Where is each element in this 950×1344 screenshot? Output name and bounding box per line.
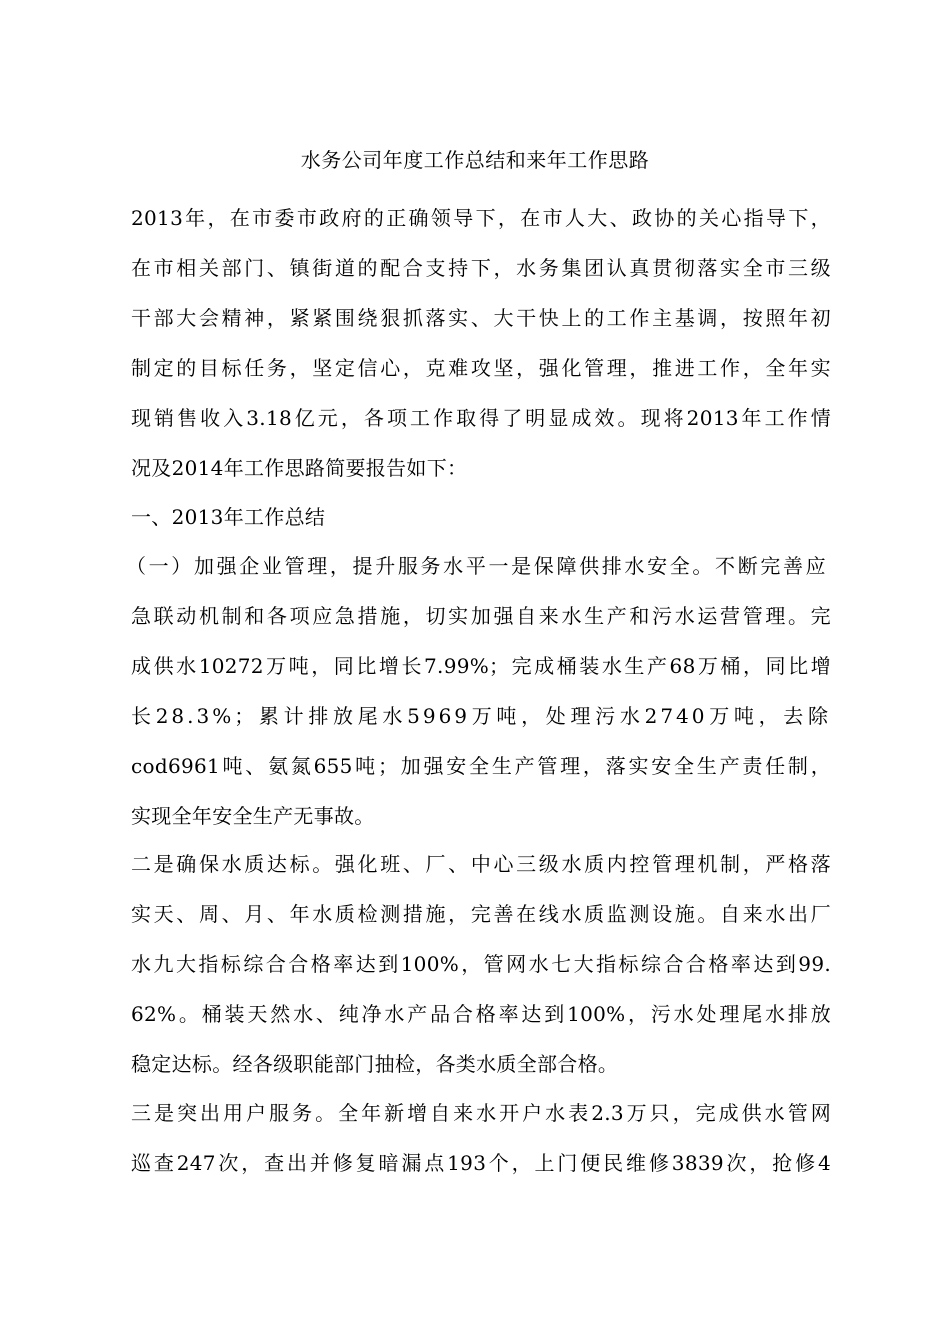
paragraph-line: （一）加强企业管理，提升服务水平一是保障供排水安全。不断完善应 bbox=[126, 554, 826, 578]
paragraph-line: 稳定达标。经各级职能部门抽检，各类水质全部合格。 bbox=[131, 1052, 619, 1076]
paragraph-line: 制定的目标任务，坚定信心，克难攻坚，强化管理，推进工作，全年实 bbox=[131, 356, 831, 380]
paragraph-line: 干部大会精神，紧紧围绕狠抓落实、大干快上的工作主基调，按照年初 bbox=[131, 306, 831, 330]
paragraph-line: 巡查247次，查出并修复暗漏点193个，上门便民维修3839次，抢修4 bbox=[131, 1151, 831, 1175]
paragraph-line: 急联动机制和各项应急措施，切实加强自来水生产和污水运营管理。完 bbox=[131, 604, 831, 628]
paragraph-line: 成供水10272万吨，同比增长7.99%；完成桶装水生产68万桶，同比增 bbox=[131, 654, 831, 678]
paragraph-line: 长28.3%；累计排放尾水5969万吨，处理污水2740万吨，去除 bbox=[131, 704, 831, 728]
paragraph-line: 实现全年安全生产无事故。 bbox=[131, 804, 375, 828]
paragraph-line: 在市相关部门、镇街道的配合支持下，水务集团认真贯彻落实全市三级 bbox=[131, 256, 831, 280]
paragraph-line: cod6961吨、氨氮655吨；加强安全生产管理，落实安全生产责任制， bbox=[131, 754, 831, 778]
paragraph-line: 实天、周、月、年水质检测措施，完善在线水质监测设施。自来水出厂 bbox=[131, 902, 831, 926]
document-title: 水务公司年度工作总结和来年工作思路 bbox=[300, 148, 650, 172]
paragraph-line: 况及2014年工作思路简要报告如下： bbox=[131, 456, 468, 480]
paragraph-line: 现销售收入3.18亿元，各项工作取得了明显成效。现将2013年工作情 bbox=[131, 406, 831, 430]
paragraph-line: 二是确保水质达标。强化班、厂、中心三级水质内控管理机制，严格落 bbox=[131, 852, 831, 876]
paragraph-line: 水九大指标综合合格率达到100%，管网水七大指标综合合格率达到99. bbox=[131, 952, 831, 976]
paragraph-line: 2013年，在市委市政府的正确领导下，在市人大、政协的关心指导下， bbox=[131, 206, 831, 230]
section-heading: 一、2013年工作总结 bbox=[131, 505, 326, 529]
paragraph-line: 三是突出用户服务。全年新增自来水开户水表2.3万只，完成供水管网 bbox=[131, 1101, 831, 1125]
paragraph-line: 62%。桶装天然水、纯净水产品合格率达到100%，污水处理尾水排放 bbox=[131, 1002, 831, 1026]
